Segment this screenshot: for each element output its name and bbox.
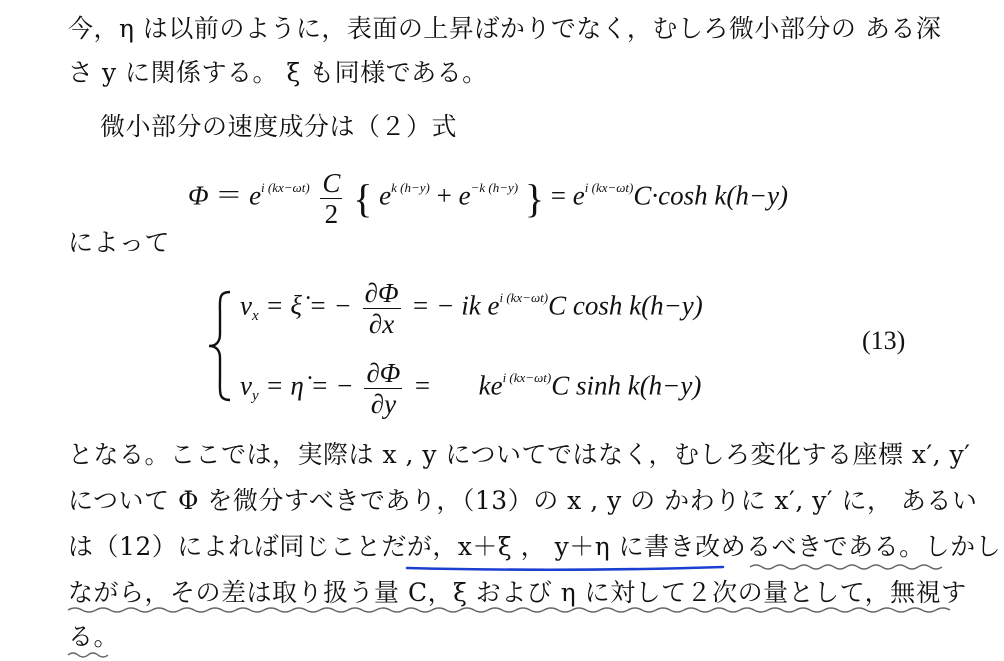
eq1-exp2: k (h−y) — [391, 179, 430, 195]
eq13-r1-rhs-post: C cosh k(h−y) — [548, 290, 703, 321]
eq13-r2-fraction — [364, 358, 402, 419]
eq1-frac-num: C — [322, 168, 341, 198]
eq1-exp4: i (kx−ωt) — [584, 179, 634, 195]
eq1-e4: e — [572, 180, 585, 211]
eq13-r1-frac-num: ∂Φ — [364, 278, 399, 308]
eq1-tail: C·cosh k(h−y) — [633, 180, 789, 211]
para1-line1: 今，η は以前のように，表面の上昇ばかりでなく，むしろ微小部分の ある深 — [68, 14, 942, 43]
para3-line5: る。 — [68, 622, 120, 651]
para3-line3d: しかし — [924, 532, 1002, 561]
eq13-r1-frac-den: ∂x — [368, 309, 395, 339]
eq1-fraction — [320, 168, 342, 229]
wavy-underline-annotation-2 — [68, 605, 940, 615]
eq1-plus: + — [436, 180, 452, 211]
para1-line2: さ y に関係する。 ξ も同様である。 — [68, 58, 488, 87]
eq13-r2-rhs-post: C sinh k(h−y) — [551, 370, 702, 401]
eq13-r1-fraction — [363, 278, 401, 339]
eq1-equals2: = — [550, 180, 567, 211]
eq1-brace-close: } — [524, 176, 545, 221]
eq1-exp3: −k (h−y) — [470, 179, 519, 195]
yotte-line: によって — [68, 228, 171, 257]
eq1-lhs: Φ — [188, 180, 209, 211]
eq1-e2: e — [379, 180, 392, 211]
eq1-e3: e — [458, 180, 471, 211]
eq13-row1 — [240, 278, 703, 339]
eq1-frac-den: 2 — [324, 199, 339, 229]
eq13-r2-frac-num: ∂Φ — [366, 358, 401, 388]
eq1-e: e — [249, 180, 262, 211]
eq1-exp1: i (kx−ωt) — [261, 179, 310, 195]
eq13-r2-exp: i (kx−ωt) — [502, 369, 552, 385]
para3-line3c: べきである。 — [771, 532, 925, 561]
wavy-underline-annotation-3 — [68, 650, 108, 660]
system-brace-icon — [206, 290, 236, 402]
para3-line4: ながら，その差は取り扱う量 C，ξ および η に対して２次の量として，無視す — [68, 578, 967, 607]
eq13-row2 — [240, 358, 701, 419]
para3-line2: について Φ を微分すべきであり，（13）の x , y の かわりに x′, y′ に， あるい — [68, 486, 978, 515]
eq1-brace-open: { — [353, 176, 373, 221]
eq13-r2-mid: = η̇ = − — [265, 370, 354, 401]
eq13-r1-mid: = ξ̇ = − — [265, 290, 352, 321]
eq13-r1-sub: x — [251, 307, 259, 324]
para3-line1: となる。ここでは，実際は x , y についてではなく，むしろ変化する座標 x′, y′ — [68, 440, 971, 469]
para3-line3a: は（12）によれば同じことだが， — [68, 532, 458, 561]
eq13-r1-exp: i (kx−ωt) — [499, 289, 549, 305]
equation-number: (13) — [862, 326, 906, 355]
eq13-r2-sub: y — [251, 387, 259, 404]
para3-line3 — [68, 530, 1002, 564]
eq1-equals: ＝ — [215, 180, 243, 211]
blue-underline-annotation — [405, 562, 725, 574]
para2-line: 微小部分の速度成分は（２）式 — [100, 112, 458, 141]
eq13-r1-lhs: v — [240, 290, 252, 321]
eq13-r2-lhs: v — [240, 370, 252, 401]
eq13-r1-rhs-pre: = − ik e — [411, 290, 500, 321]
para3-line3b-underlined: x＋ξ ， y＋η に書き改める — [457, 532, 772, 561]
wavy-underline-annotation-1 — [750, 562, 950, 572]
eq13-r2-rhs-pre: = ke — [413, 370, 503, 401]
eq13-r2-frac-den: ∂y — [370, 389, 397, 419]
equation-phi — [188, 168, 788, 229]
